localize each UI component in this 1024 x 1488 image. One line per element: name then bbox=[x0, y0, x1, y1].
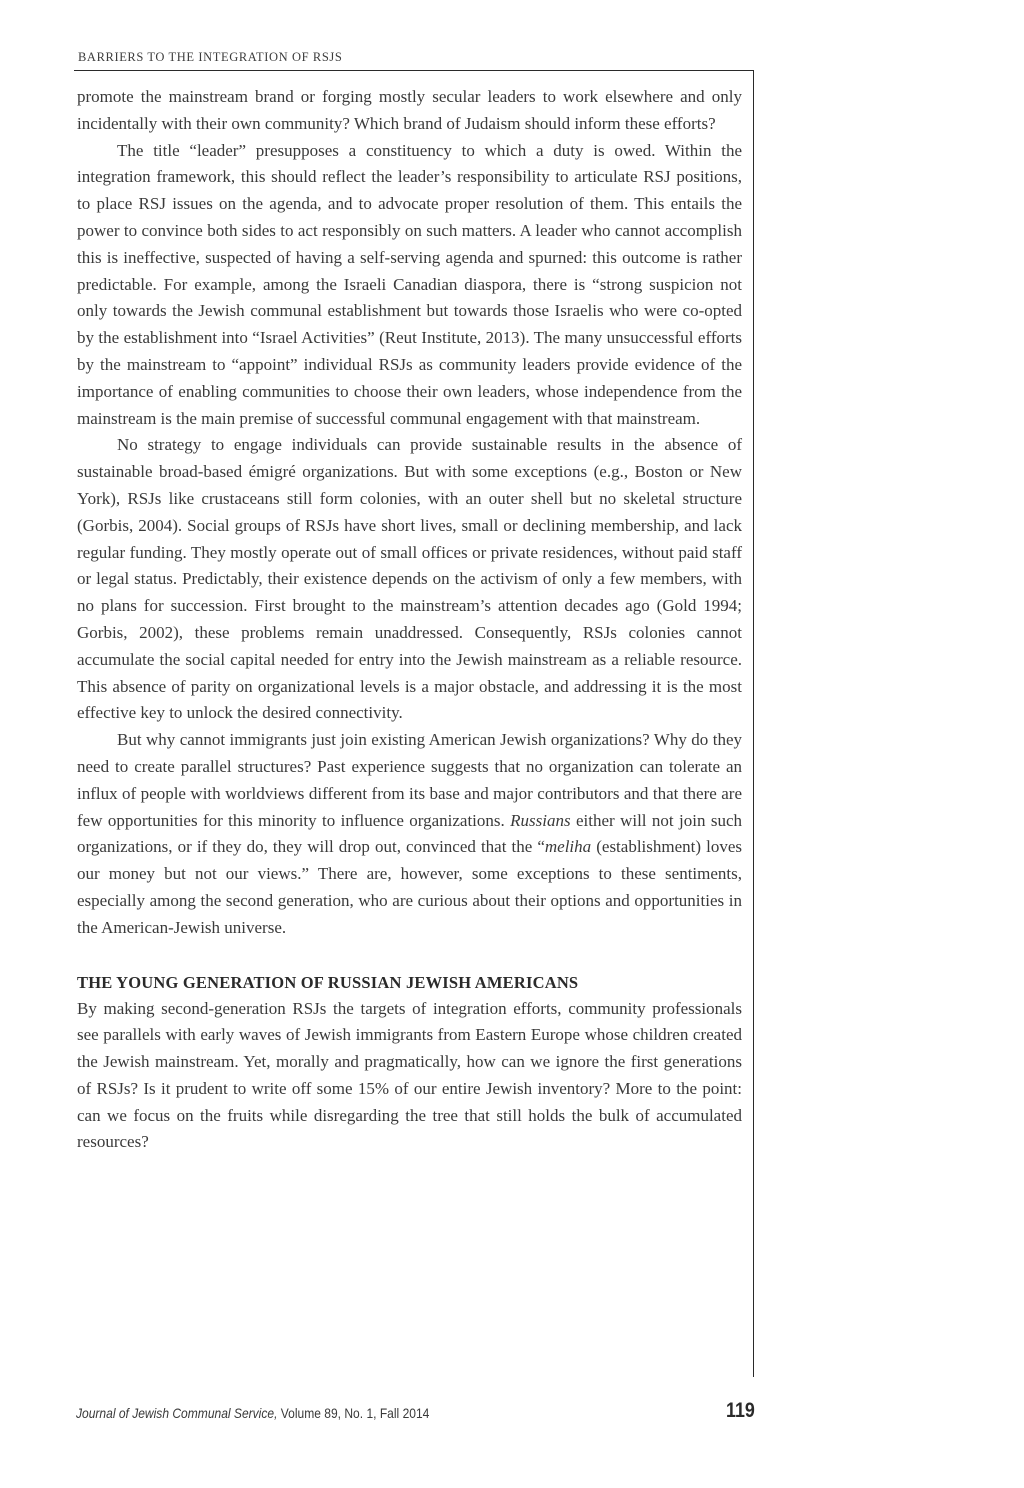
paragraph-text-part: either will not join such organizations, or if they do, they will drop out, convinced that the “ bbox=[77, 810, 742, 857]
paragraph-engagement-strategy: No strategy to engage individuals can provide sustainable results in the absence of sustainable broad-based émigré organizations. But with some exceptions (e.g., Boston or New York), RSJs like crustaceans still form colonies, with an outer shell but no skeletal structure (Gorbis, 2004). Social groups of RSJs have short lives, small or declining membership, and lack regular funding. They mostly operate out of small offices or private residences, without paid staff or legal status. Predictably, their existence depends on the activism of only a few members, with no plans for succession. First brought to the mainstream’s attention decades ago (Gold 1994; Gorbis, 2002), these problems remain unaddressed. Consequently, RSJs colonies cannot accumulate the social capital needed for entry into the Jewish mainstream as a reliable resource. This absence of parity on organizational levels is a major obstacle, and addressing it is the most effective key to unlock the desired connectivity. bbox=[77, 435, 742, 723]
body-text-column bbox=[77, 84, 742, 1156]
italic-term-meliha: meliha bbox=[544, 837, 592, 857]
section-heading: THE YOUNG GENERATION OF RUSSIAN JEWISH AMERICANS bbox=[77, 972, 579, 992]
header-rule bbox=[74, 70, 754, 71]
paragraph-text-part: (establishment) loves our money but not our views.” There are, however, some exceptions to these sentiments, especially among the second generation, who are curious about their options and opportunities in the American-Jewish universe. bbox=[77, 837, 742, 937]
paragraph-young-generation: By making second-generation RSJs the targets of integration efforts, community professionals see parallels with early waves of Jewish immigrants from Eastern Europe whose children created the Jewish mainstream. Yet, morally and pragmatically, how can we ignore the first generations of RSJs? Is it prudent to write off some 15% of our entire Jewish inventory? More to the point: can we focus on the fruits while disregarding the tree that still holds the bulk of accumulated resources? bbox=[77, 998, 742, 1152]
volume-info: Volume 89, No. 1, Fall 2014 bbox=[277, 1405, 430, 1421]
paragraph-parallel-structures bbox=[77, 727, 742, 941]
running-head: BARRIERS TO THE INTEGRATION OF RSJS bbox=[78, 50, 343, 64]
page-number: 119 bbox=[726, 1399, 755, 1422]
paragraph-text-part: But why cannot immigrants just join existing American Jewish organizations? Why do they need to create parallel structures? Past experience suggests that no organization can tolerate an influx of people with worldviews different from its base and major contributors and that there are few opportunities for this minority to influence organizations. bbox=[77, 730, 742, 830]
paragraph-leader-title: The title “leader” presupposes a constituency to which a duty is owed. Within the integration framework, this should reflect the leader’s responsibility to articulate RSJ positions, to place RSJ issues on the agenda, and to advocate proper resolution of them. This entails the power to convince both sides to act responsibly on such matters. A leader who cannot accomplish this is ineffective, suspected of having a self-serving agenda and spurned: this outcome is rather predictable. For example, among the Israeli Canadian diaspora, there is “strong suspicion not only towards the Jewish communal establishment but towards those Israelis who were co-opted by the establishment into “Israel Activities” (Reut Institute, 2013). The many unsuccessful efforts by the mainstream to “appoint” individual RSJs as community leaders provide evidence of the importance of enabling communities to choose their own leaders, whose independence from the mainstream is the main premise of successful communal engagement with that mainstream. bbox=[77, 140, 742, 428]
italic-term-russians: Russians bbox=[510, 810, 571, 830]
paragraph-continued: promote the mainstream brand or forging mostly secular leaders to work elsewhere and only incidentally with their own community? Which brand of Judaism should inform these efforts? bbox=[77, 87, 742, 133]
journal-name: Journal of Jewish Communal Service, bbox=[76, 1405, 278, 1421]
footer-citation bbox=[76, 1405, 429, 1421]
column-side-rule bbox=[753, 70, 754, 1377]
